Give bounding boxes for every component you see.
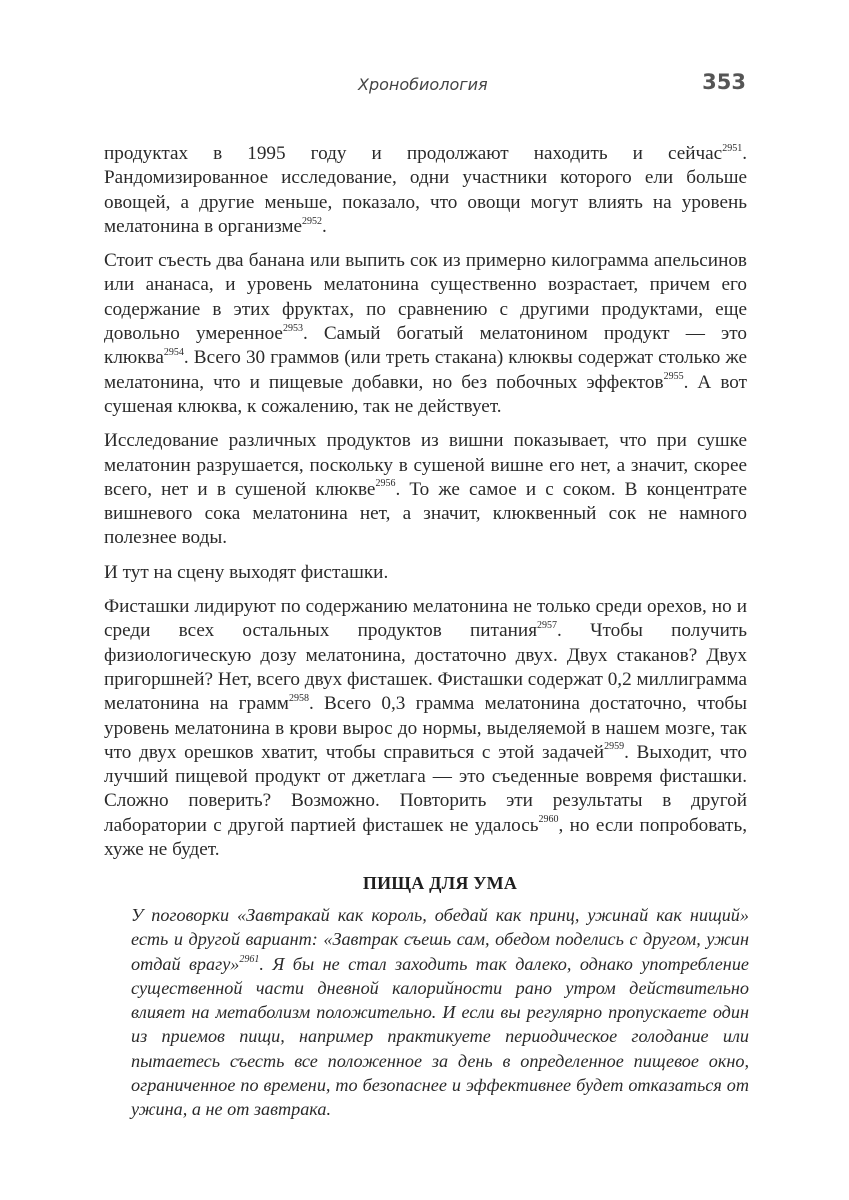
- text-run: Фисташки лидируют по содержанию мелатонина не только среди орехов, но и среди всех остальных продуктов питания: [104, 596, 747, 642]
- text-run: . Всего 30 граммов (или треть стакана) клюквы содержат столько же мелатонина, что и пищевые добавки, но без побочных эффектов: [104, 347, 747, 393]
- text-run: . То же самое и с соком. В концентрате вишневого сока мелатонина нет, а значит, клюквенный сок не намного полезнее воды.: [104, 478, 748, 549]
- footnote-ref: 2958: [288, 692, 309, 704]
- sidebar-text: [131, 903, 749, 1122]
- text-run: . Самый богатый мелатонином продукт — это клюква: [104, 323, 747, 369]
- text-run: Исследование различных продуктов из вишни показывает, что при сушке мелатонин разрушается, поскольку в сушеной вишне его нет, а значит, скорее всего, нет и в сушеной клюкве: [104, 430, 747, 500]
- footnote-ref: 2951: [722, 142, 743, 154]
- footnote-ref: 2952: [302, 215, 323, 227]
- text-run: . Я бы не стал заходить так далеко, однако употребление существенной части дневной калорийности рано утром действительно влияет на метаболизм положительно. И если вы регулярно пропускаете один из приемов пищи, например практикуете периодическое голодание или пытаетесь съесть все положенное за день в определенное пищевое окно, ограниченное по времени, то безопаснее и эффективнее будет отказаться от ужина, а не от завтрака.: [131, 953, 749, 1120]
- text-run: .: [322, 215, 327, 237]
- text-run: У поговорки «Завтракай как король, обедай как принц, ужинай как нищий» есть и другой вариант: «Завтрак съешь сам, обедом поделись с другом, ужин отдай врагу»: [131, 905, 749, 974]
- paragraph: [104, 142, 747, 239]
- footnote-ref: 2960: [538, 814, 559, 826]
- paragraph: [104, 595, 747, 862]
- text-run: продуктах в 1995 году и продолжают находить и сейчас: [104, 143, 723, 164]
- footnote-ref: 2953: [282, 322, 303, 334]
- text-run: . А вот сушеная клюква, к сожалению, так не действует.: [104, 371, 747, 417]
- text-run: Стоит съесть два банана или выпить сок из примерно килограмма апельсинов или ананаса, и уровень мелатонина существенно возрастает, причем его содержание в этих фруктах, по сравнению с другими продуктами, еще довольно умеренное: [104, 250, 747, 345]
- body-text: [104, 142, 747, 872]
- footnote-ref: 2954: [163, 346, 184, 358]
- footnote-ref: 2959: [604, 741, 625, 753]
- text-run: . Выходит, что лучший пищевой продукт от джетлага — это съеденные вовремя фисташки. Сложно поверить? Возможно. Повторить эти результаты в другой лаборатории с другой партией фисташек не удалось: [104, 741, 747, 836]
- food-for-thought-box: [131, 872, 749, 1122]
- page-header: [0, 72, 849, 102]
- footnote-ref: 2955: [663, 371, 684, 383]
- footnote-ref: 2957: [537, 619, 558, 631]
- page-number: 353: [702, 70, 746, 94]
- footnote-ref: 2956: [375, 478, 396, 490]
- text-run: . Рандомизированное исследование, одни участники которого ели больше овощей, а другие меньше, показало, что овощи могут влиять на уровень мелатонина в организме: [104, 143, 747, 237]
- running-title: Хронобиология: [358, 75, 488, 94]
- paragraph: [104, 429, 747, 550]
- text-run: . Всего 0,3 грамма мелатонина достаточно, чтобы уровень мелатонина в крови вырос до нормы, выделяемой в нашем мозге, так что двух орешков хватит, чтобы справиться с этой задачей: [104, 693, 747, 763]
- paragraph: [104, 561, 747, 585]
- paragraph: [104, 249, 747, 419]
- text-run: , но если попробовать, хуже не будет.: [104, 814, 747, 861]
- footnote-ref: 2961: [239, 953, 260, 965]
- text-run: . Чтобы получить физиологическую дозу мелатонина, достаточно двух. Двух стаканов? Двух пригоршней? Нет, всего двух фисташек. Фисташки содержат 0,2 миллиграмма мелатонина на грамм: [104, 620, 747, 715]
- sidebar-title: ПИЩА ДЛЯ УМА: [362, 873, 518, 893]
- text-run: И тут на сцену выходят фисташки.: [104, 561, 389, 583]
